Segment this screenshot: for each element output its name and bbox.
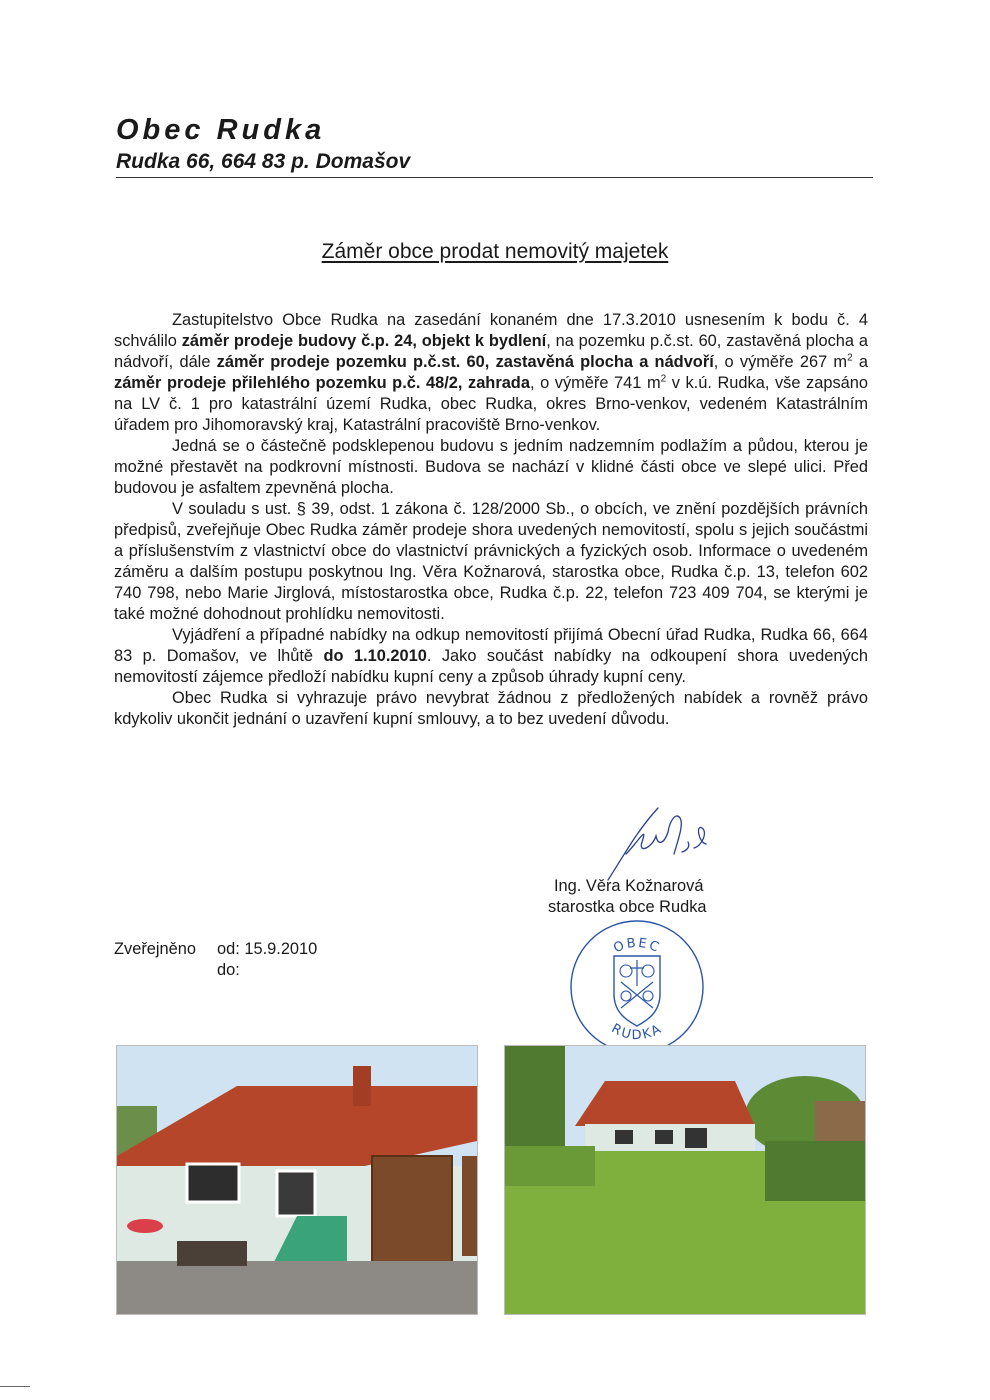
text-run-bold: záměr prodeje přilehlého pozemku p.č. 48/2, zahrada xyxy=(114,374,530,392)
paragraph-resolution xyxy=(114,310,868,436)
signer-name: Ing. Věra Kožnarová xyxy=(554,877,704,895)
text-run: Vyjádření a případné nabídky na odkup nemovitostí přijímá Obecní úřad Rudka, Rudka 66, 664 83 p. Domašov, ve lhůtě xyxy=(114,626,868,665)
published-label: Zveřejněno xyxy=(114,940,197,958)
signer-role: starostka obce Rudka xyxy=(548,898,707,916)
text-run: , o výměře 741 m xyxy=(529,374,661,392)
text-run: v k.ú. Rudka, vše zapsáno na LV č. 1 pro katastrální území Rudka, obec Rudka, okres Brno-venkov, vedeném Katastrálním úřadem pro Jihomoravský kraj, Katastrální pracoviště Brno-venkov. xyxy=(114,374,869,434)
text-run: . Jako součást nabídky na odkoupení shora uvedených nemovitostí zájemce předloží nabídku kupní ceny a způsob úhrady kupní ceny. xyxy=(114,647,868,686)
header-divider xyxy=(116,177,873,178)
deadline: do 1.10.2010 xyxy=(323,647,427,665)
document-title: Záměr obce prodat nemovitý majetek xyxy=(321,240,669,263)
page-edge-mark xyxy=(0,1386,30,1387)
svg-text:RUDKA xyxy=(609,1021,665,1043)
stamp-top-text: OBEC xyxy=(611,935,663,957)
signer-block xyxy=(548,876,778,918)
paragraph-offers xyxy=(114,625,868,688)
superscript: 2 xyxy=(660,373,667,385)
photo-house xyxy=(116,1045,478,1315)
superscript: 2 xyxy=(847,352,853,364)
text-run: , na pozemku p.č.st. 60, zastavěná plocha a nádvoří, dále xyxy=(114,332,868,371)
photo-garden xyxy=(504,1045,866,1315)
published-from-date: 15.9.2010 xyxy=(244,940,318,958)
text-run: , o výměře 267 m xyxy=(713,353,848,371)
published-to-label: do: xyxy=(217,961,240,979)
municipal-stamp xyxy=(566,916,708,1058)
letterhead xyxy=(116,112,872,176)
org-address: Rudka 66, 664 83 p. Domašov xyxy=(116,150,411,173)
org-name: Obec Rudka xyxy=(116,114,326,146)
text-run-bold: záměr prodeje budovy č.p. 24, objekt k bydlení xyxy=(181,332,547,350)
paragraph-reservation: Obec Rudka si vyhrazuje právo nevybrat žádnou z předložených nabídek a rovněž právo kdykoliv ukončit jednání o uzavření kupní smlouvy, a to bez uvedení důvodu. xyxy=(114,689,868,728)
document-body xyxy=(114,310,868,730)
svg-text:OBEC xyxy=(611,936,662,957)
text-run: Zastupitelstvo Obce Rudka na zasedání konaném dne 17.3.2010 usnesením k bodu č. 4 schválilo xyxy=(114,311,868,350)
handwritten-signature xyxy=(598,802,718,882)
text-run: a xyxy=(852,353,868,371)
publication-info xyxy=(114,939,317,981)
text-run-bold: záměr prodeje pozemku p.č.st. 60, zastavěná plocha a nádvoří xyxy=(216,353,714,371)
paragraph-legal-basis: V souladu s ust. § 39, odst. 1 zákona č. 128/2000 Sb., o obcích, ve znění pozdějších právních předpisů, zveřejňuje Obec Rudka záměr prodeje shora uvedených nemovitostí, spolu s jejich součástmi a příslušenstvím z vlastnictví obce do vlastnictví právnických a fyzických osob. Informace o uvedeném záměru a dalším postupu poskytnou Ing. Věra Kožnarová, starostka obce, Rudka č.p. 13, telefon 602 740 798, nebo Marie Jirglová, místostarostka obce, Rudka č.p. 22, telefon 723 409 704, se kterými je také možné dohodnout prohlídku nemovitosti. xyxy=(114,500,868,623)
paragraph-description: Jedná se o částečně podsklepenou budovu s jedním nadzemním podlažím a půdou, kterou je možné přestavět na podkrovní místnosti. Budova se nachází v klidné části obce ve slepé ulici. Před budovou je asfaltem zpevněná plocha. xyxy=(114,437,868,497)
published-from-label: od: xyxy=(217,940,240,958)
stamp-bottom-text: RUDKA xyxy=(608,1021,666,1044)
